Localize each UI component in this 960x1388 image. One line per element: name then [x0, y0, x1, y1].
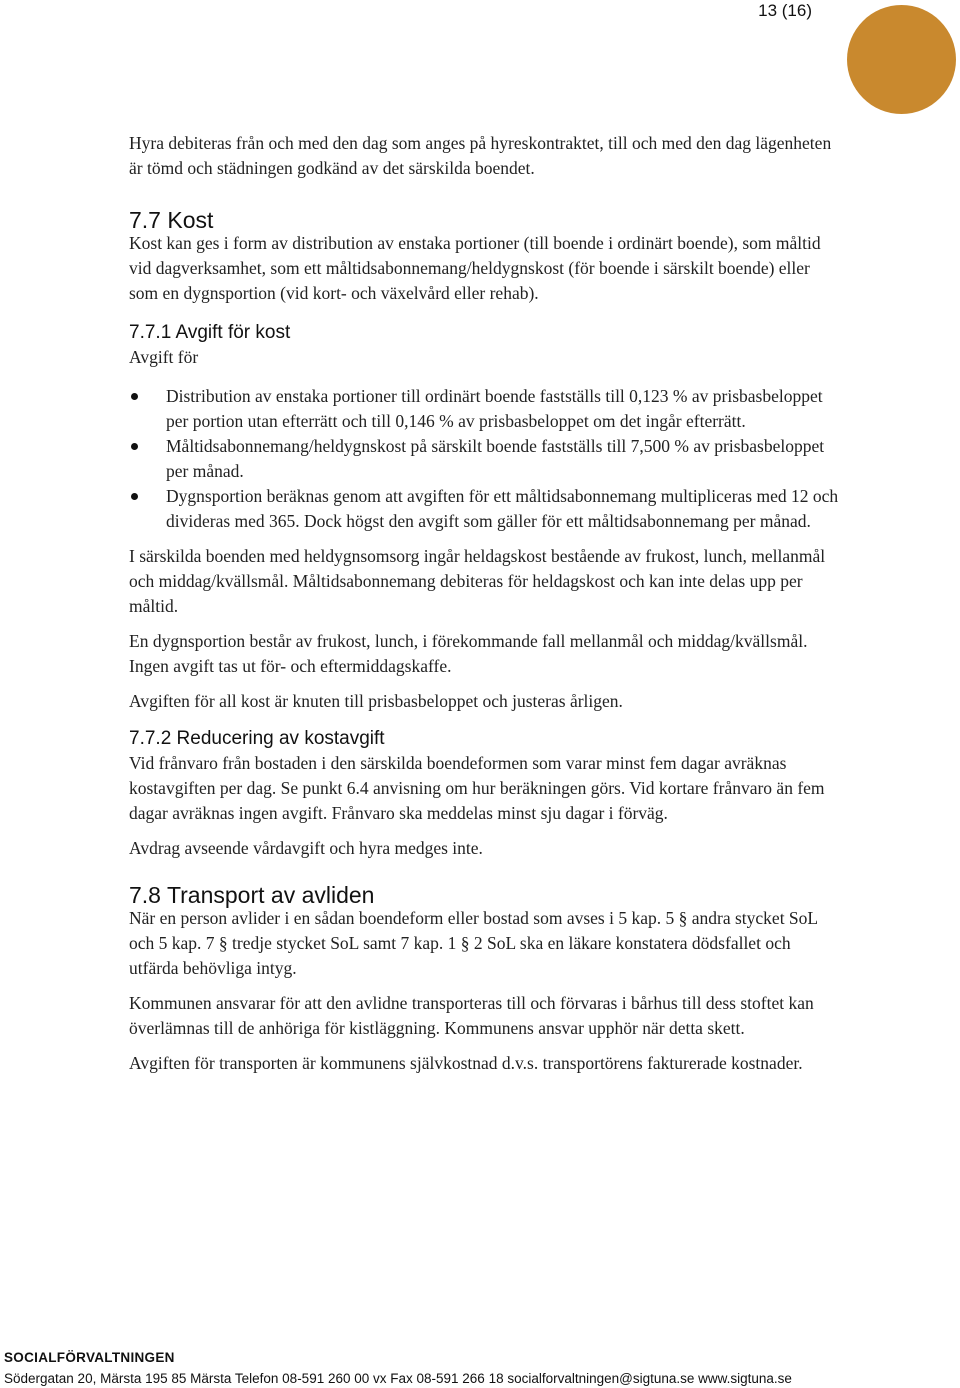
- franvaro-paragraph: Vid frånvaro från bostaden i den särskilda boendeformen som varar minst fem dagar avräknas kostavgiften per dag. Se punkt 6.4 anvisning om hur beräkningen görs. Vid kortare frånvaro än fem dagar avräknas ingen avgift. Frånvaro ska meddelas minst sju dagar i förväg.: [129, 753, 825, 823]
- kommun-ansvar-paragraph: Kommunen ansvarar för att den avlidne transporteras till och förvaras i bårhus till dess stoftet kan överlämnas till de anhöriga för kistläggning. Kommunens ansvar upphör när detta skett.: [129, 993, 814, 1038]
- heading-7-7: 7.7 Kost: [129, 207, 214, 233]
- list-item: Dygnsportion beräknas genom att avgiften för ett måltidsabonnemang multipliceras med 12 och divideras med 365. Dock högst den avgift som gäller för ett måltidsabonnemang per månad.: [129, 484, 841, 534]
- list-item: Måltidsabonnemang/heldygnskost på särskilt boende fastställs till 7,500 % av prisbasbeloppet per månad.: [129, 434, 841, 484]
- decorative-circle: [847, 5, 956, 114]
- bullet-icon: [131, 443, 138, 450]
- transport-avgift-paragraph: Avgiften för transporten är kommunens självkostnad d.v.s. transportörens fakturerade kostnader.: [129, 1053, 803, 1073]
- footer-contact: Södergatan 20, Märsta 195 85 Märsta Telefon 08-591 260 00 vx Fax 08-591 266 18 socialforvaltningen@sigtuna.se www.sigtuna.se: [4, 1371, 792, 1386]
- heading-7-8: 7.8 Transport av avliden: [129, 882, 375, 908]
- fee-list: [129, 384, 841, 534]
- avdrag-paragraph: Avdrag avseende vårdavgift och hyra medges inte.: [129, 838, 483, 858]
- footer-org: SOCIALFÖRVALTNINGEN: [4, 1350, 175, 1365]
- list-item: Distribution av enstaka portioner till ordinärt boende fastställs till 0,123 % av prisbasbeloppet per portion utan efterrätt och till 0,146 % av prisbasbeloppet om det ingår efterrätt.: [129, 384, 841, 434]
- kost-paragraph: Kost kan ges i form av distribution av enstaka portioner (till boende i ordinärt boende), som måltid vid dagverksamhet, som ett måltidsabonnemang/heldygnskost (för boende i särskilt boende) eller som en dygnsportion (vid kort- och växelvård eller rehab).: [129, 233, 821, 303]
- page-number: 13 (16): [758, 1, 812, 20]
- document-body: [129, 131, 841, 1076]
- heading-7-7-1: 7.7.1 Avgift för kost: [129, 322, 291, 343]
- justering-paragraph: Avgiften för all kost är knuten till prisbasbeloppet och justeras årligen.: [129, 691, 623, 711]
- dygnsportion-paragraph: En dygnsportion består av frukost, lunch, i förekommande fall mellanmål och middag/kvällsmål. Ingen avgift tas ut för- och eftermiddagskaffe.: [129, 631, 808, 676]
- heldygn-paragraph: I särskilda boenden med heldygnsomsorg ingår heldagskost bestående av frukost, lunch, mellanmål och middag/kvällsmål. Måltidsabonnemang debiteras för heldagskost och kan inte delas upp per måltid.: [129, 546, 826, 616]
- footer: [4, 1349, 954, 1388]
- bullet-icon: [131, 393, 138, 400]
- bullet-icon: [131, 493, 138, 500]
- intro-paragraph: Hyra debiteras från och med den dag som anges på hyreskontraktet, till och med den dag lägenheten är tömd och städningen godkänd av det särskilda boendet.: [129, 133, 832, 178]
- heading-7-7-2: 7.7.2 Reducering av kostavgift: [129, 728, 385, 749]
- avgift-lead: Avgift för: [129, 347, 199, 367]
- avliden-paragraph: När en person avlider i en sådan boendeform eller bostad som avses i 5 kap. 5 § andra stycket SoL och 5 kap. 7 § tredje stycket SoL samt 7 kap. 1 § 2 SoL ska en läkare konstatera dödsfallet och utfärda behövliga intyg.: [129, 908, 818, 978]
